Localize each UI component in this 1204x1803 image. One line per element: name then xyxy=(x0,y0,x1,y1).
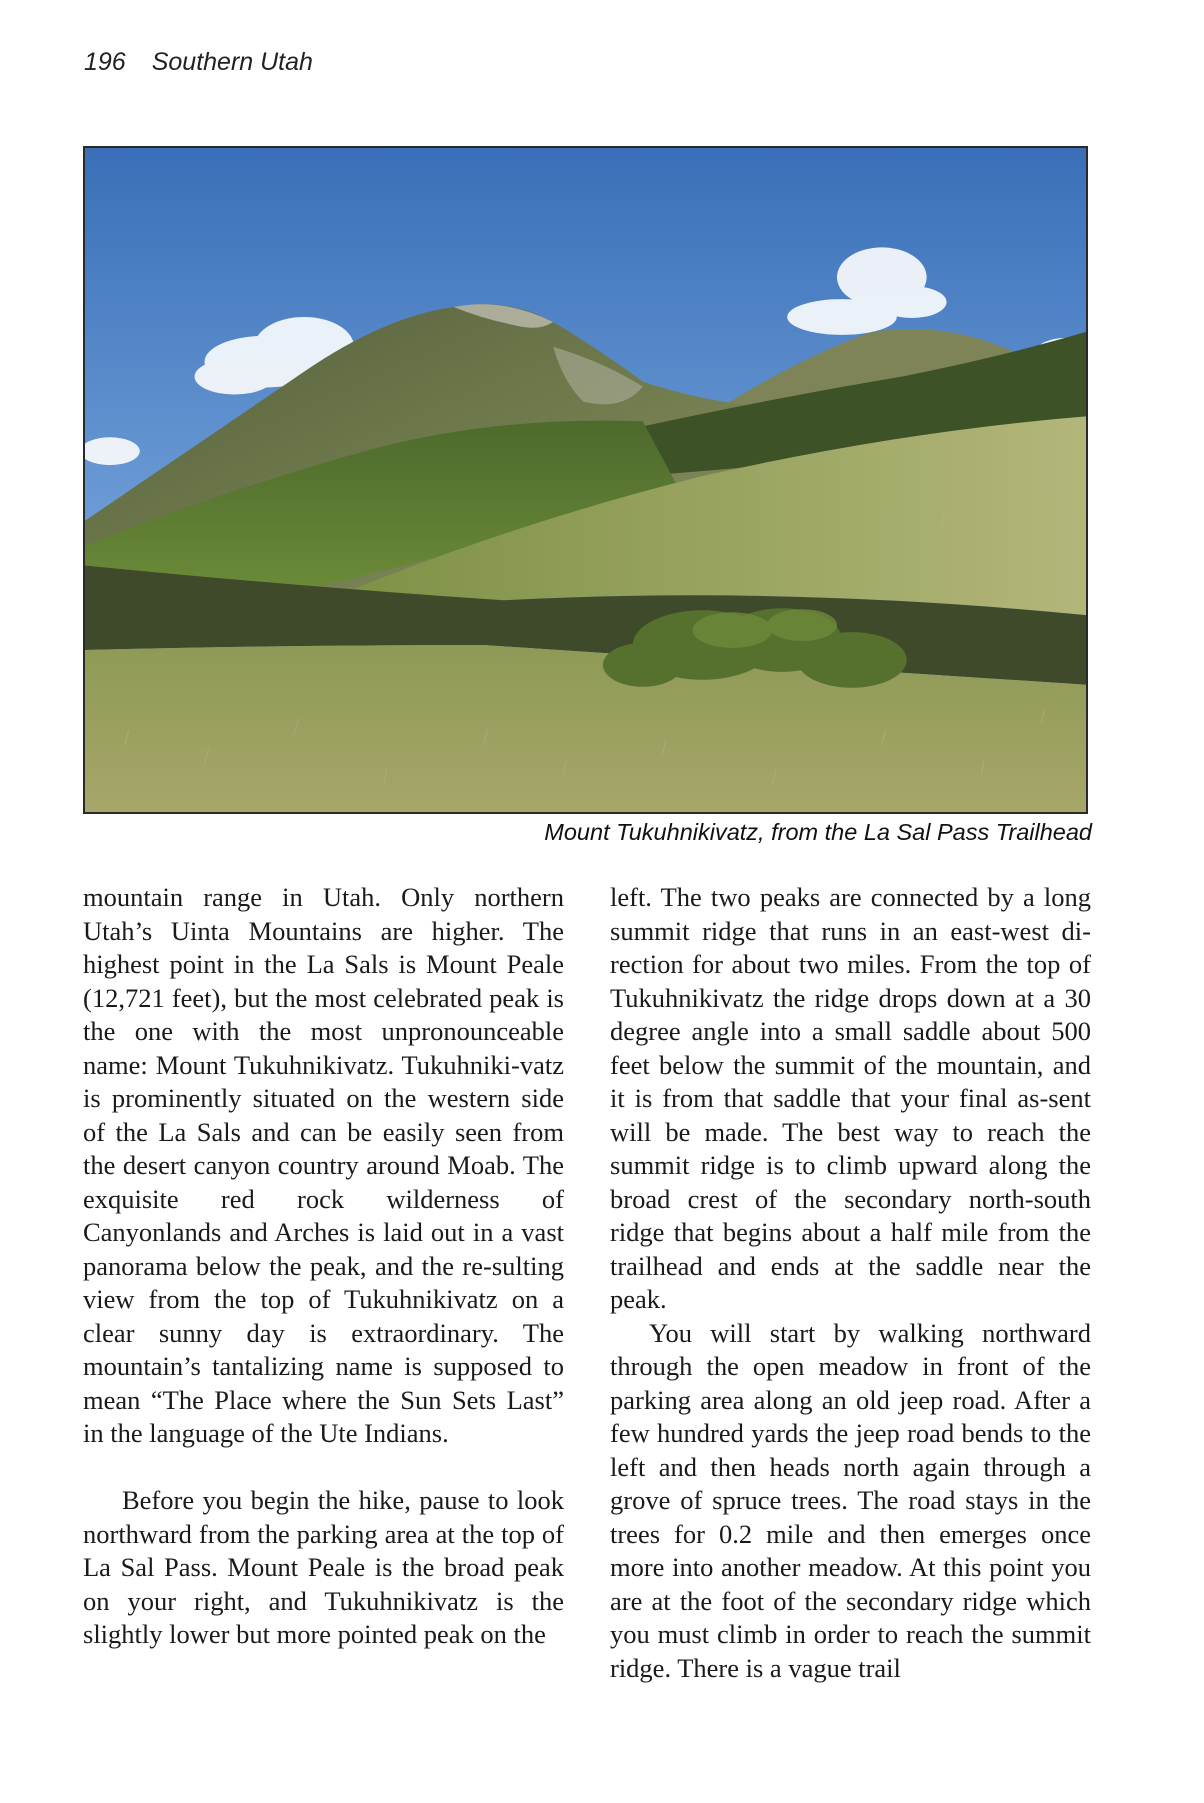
photo-caption: Mount Tukuhnikivatz, from the La Sal Pass Trailhead xyxy=(544,819,1092,845)
mountain-photo xyxy=(83,146,1088,814)
text-column-right xyxy=(610,881,1091,1685)
paragraph: You will start by walking northward through the open meadow in front of the parking area along an old jeep road. After a few hundred yards the jeep road bends to the left and then heads north again through a grove of spruce trees. The road stays in the trees for 0.2 mile and then emerges once more into another meadow. At this point you are at the foot of the secondary ridge which you must climb in order to reach the summit ridge. There is a vague trail xyxy=(610,1317,1091,1683)
section-title: Southern Utah xyxy=(151,48,313,76)
paragraph: Before you begin the hike, pause to look northward from the parking area at the top of La Sal Pass. Mount Peale is the broad peak on your right, and Tukuhnikivatz is the slightly lower but more pointed peak on the xyxy=(83,1485,564,1649)
mountain-photo-image xyxy=(85,148,1086,812)
paragraph: left. The two peaks are connected by a long summit ridge that runs in an east-west di-rection for about two miles. From the top of Tukuhnikivatz the ridge drops down at a 30 degree angle into a small saddle about 500 feet below the summit of the mountain, and it is from that saddle that your final as-sent will be made. The best way to reach the summit ridge is to climb upward along the broad crest of the secondary north-south ridge that begins about a half mile from the trailhead and ends at the saddle near the peak. xyxy=(610,882,1091,1314)
running-head xyxy=(84,48,313,77)
page-number: 196 xyxy=(84,48,126,76)
text-column-left xyxy=(83,881,564,1652)
paragraph: mountain range in Utah. Only northern Utah’s Uinta Mountains are higher. The highest point in the La Sals is Mount Peale (12,721 feet), but the most celebrated peak is the one with the most unpronounceable name: Mount Tukuhnikivatz. Tukuhniki-vatz is prominently situated on the western side of the La Sals and can be easily seen from the desert canyon country around Moab. The exquisite red rock wilderness of Canyonlands and Arches is laid out in a vast panorama below the peak, and the re-sulting view from the top of Tukuhnikivatz on a clear sunny day is extraordinary. The mountain’s tantalizing name is supposed to mean “The Place where the Sun Sets Last” in the language of the Ute Indians. xyxy=(83,882,564,1448)
